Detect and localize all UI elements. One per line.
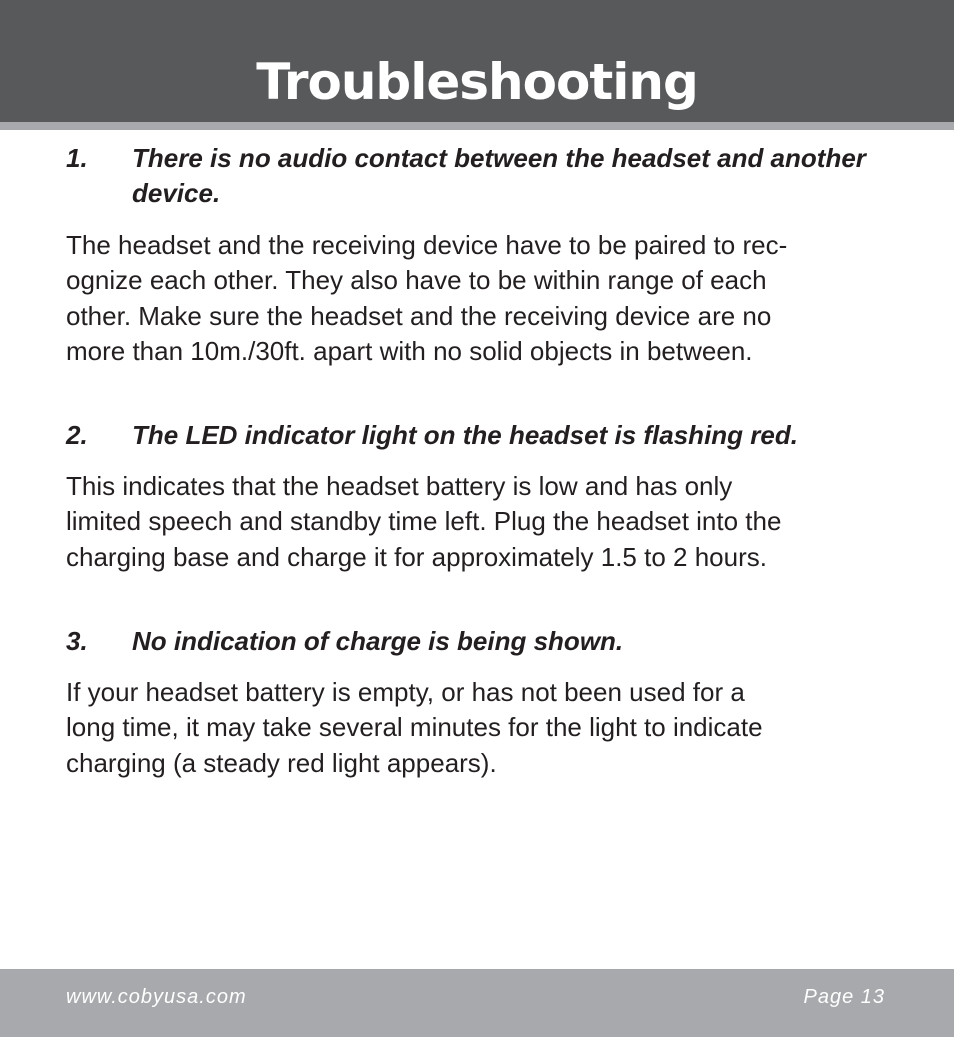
section-3-number: 3.: [66, 626, 88, 656]
page-title: Troubleshooting: [256, 53, 698, 111]
website-url: www.cobyusa.com: [66, 986, 247, 1008]
page-number: Page 13: [803, 986, 885, 1008]
section-1-heading: [66, 141, 896, 211]
section-2-body-line: This indicates that the headset battery is low and has only: [66, 471, 733, 501]
section-2-body: [66, 469, 896, 575]
section-3-heading: [66, 624, 896, 659]
section-3-body-line: If your headset battery is empty, or has not been used for a: [66, 677, 745, 707]
section-1-body-line: other. Make sure the headset and the receiving device are no: [66, 300, 772, 331]
section-3-body-line: long time, it may take several minutes for the light to indicate: [66, 712, 763, 743]
section-1-body-line: ognize each other. They also have to be within range of each: [66, 265, 767, 296]
page-footer: [0, 969, 954, 1037]
section-1-body-line: more than 10m./30ft. apart with no solid objects in between.: [66, 335, 753, 366]
section-1-body-line: The headset and the receiving device have to be paired to rec-: [66, 230, 788, 260]
page-header: [0, 0, 954, 122]
section-1-body: [66, 228, 896, 369]
section-1-heading-text: There is no audio contact between the headset and another device.: [132, 143, 866, 208]
section-2-heading-text: The LED indicator light on the headset is flashing red.: [132, 420, 798, 450]
section-3-body-line: charging (a steady red light appears).: [66, 747, 497, 778]
header-divider: [0, 122, 954, 130]
section-2-body-line: charging base and charge it for approximately 1.5 to 2 hours.: [66, 541, 767, 572]
section-2-body-line: limited speech and standby time left. Plug the headset into the: [66, 506, 782, 537]
section-1-number: 1.: [66, 143, 88, 173]
section-3-body: [66, 675, 896, 781]
section-3-heading-text: No indication of charge is being shown.: [132, 626, 624, 656]
section-2-number: 2.: [66, 420, 88, 450]
section-2-heading: [66, 418, 896, 453]
